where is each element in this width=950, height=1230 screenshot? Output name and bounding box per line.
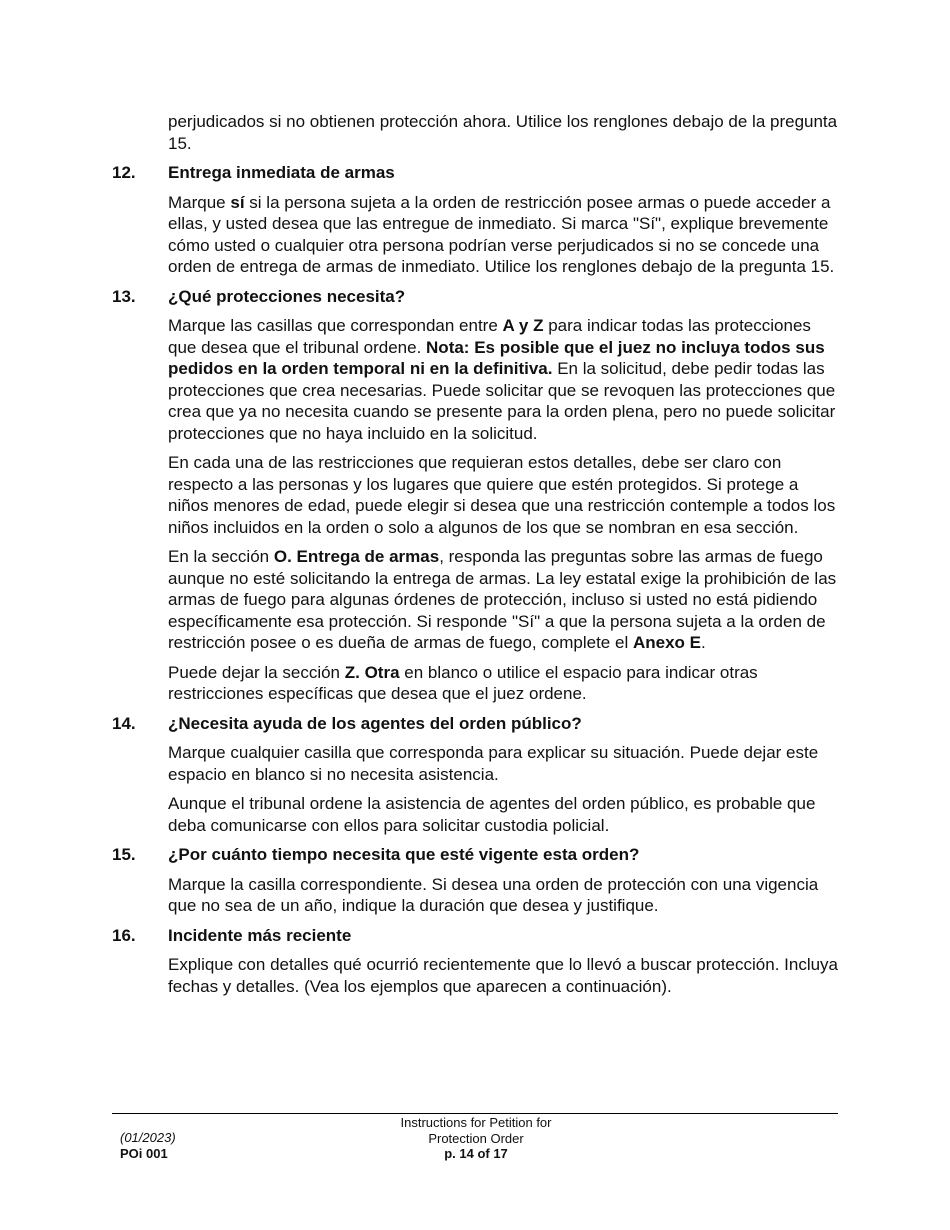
section-16-paragraph-1: Explique con detalles qué ocurrió recientemente que lo llevó a buscar protección. Incluya fechas y detalles. (Vea los ejemplos que aparecen a continuación). bbox=[168, 955, 839, 996]
section-title: ¿Por cuánto tiempo necesita que esté vigente esta orden? bbox=[168, 845, 640, 864]
section-number: 14. bbox=[112, 713, 136, 733]
section-13-paragraph-1: Marque las casillas que correspondan entre A y Z para indicar todas las protecciones que desea que el tribunal ordene. Nota: Es posible que el juez no incluya todos sus pedidos en la orden temporal ni en la definitiva. En la solicitud, debe pedir todas las protecciones que crea necesarias. Puede solicitar que se revoquen las protecciones que crea que ya no necesita cuando se presente para la orden plena, pero no puede solicitar protecciones que no haya incluido en la solicitud. bbox=[168, 316, 836, 443]
footer-title-line-1: Instructions for Petition for bbox=[400, 1115, 552, 1130]
document-body bbox=[112, 111, 840, 1005]
section-12-paragraph-1: Marque sí si la persona sujeta a la orden de restricción posee armas o puede acceder a ellas, y usted desea que las entregue de inmediato. Si marca "Sí", explique brevemente cómo usted o cualquier otra persona podrían verse perjudicados si no se concede una orden de entrega de armas de inmediato. Utilice los renglones debajo de la pregunta 15. bbox=[168, 192, 835, 276]
section-number: 15. bbox=[112, 845, 136, 864]
section-16-heading bbox=[112, 925, 840, 947]
section-title: Entrega inmediata de armas bbox=[168, 163, 395, 182]
form-code: POi 001 bbox=[120, 1145, 168, 1161]
section-14-paragraph-1: Marque cualquier casilla que corresponda para explicar su situación. Puede dejar este espacio en blanco si no necesita asistencia. bbox=[168, 743, 819, 784]
section-13-paragraph-3: En la sección O. Entrega de armas, responda las preguntas sobre las armas de fuego aunque no esté solicitando la entrega de armas. La ley estatal exige la prohibición de las armas de fuego para algunas órdenes de protección, incluso si usted no está pidiendo específicamente esa protección. Si responde "Sí" a que la persona sujeta a la orden de restricción posee o es dueña de armas de fuego, complete el Anexo E. bbox=[168, 547, 837, 652]
section-number: 12. bbox=[112, 163, 136, 182]
section-15-paragraph-1: Marque la casilla correspondiente. Si desea una orden de protección con una vigencia que no sea de un año, indique la duración que desea y justifique. bbox=[168, 874, 819, 915]
footer-title-block bbox=[356, 1115, 596, 1162]
section-number: 16. bbox=[112, 925, 136, 945]
section-13-heading bbox=[112, 286, 840, 308]
section-title: ¿Necesita ayuda de los agentes del orden público? bbox=[168, 713, 582, 733]
section-15-heading bbox=[112, 844, 840, 866]
footer-form-info bbox=[120, 1130, 176, 1161]
section-number: 13. bbox=[112, 286, 136, 306]
section-13-paragraph-2: En cada una de las restricciones que requieran estos detalles, debe ser claro con respecto a las personas y los lugares que quiere que estén protegidos. Si protege a niños menores de edad, puede elegir si desea que una restricción contemple a todos los niños incluidos en la orden o solo a algunos de los que se nombran en esa sección. bbox=[168, 453, 836, 537]
section-14-heading bbox=[112, 713, 840, 735]
section-12-heading bbox=[112, 162, 840, 184]
page-number: p. 14 of 17 bbox=[444, 1146, 508, 1161]
footer-divider bbox=[112, 1113, 838, 1114]
section-13-paragraph-4: Puede dejar la sección Z. Otra en blanco o utilice el espacio para indicar otras restricciones específicas que desea que el juez ordene. bbox=[168, 662, 758, 703]
footer-title-line-2: Protection Order bbox=[428, 1130, 524, 1146]
section-14-paragraph-2: Aunque el tribunal ordene la asistencia de agentes del orden público, es probable que deba comunicarse con ellos para solicitar custodia policial. bbox=[168, 794, 816, 835]
section-title: Incidente más reciente bbox=[168, 925, 352, 945]
section-title: ¿Qué protecciones necesita? bbox=[168, 286, 406, 306]
form-date: (01/2023) bbox=[120, 1130, 176, 1145]
intro-paragraph: perjudicados si no obtienen protección ahora. Utilice los renglones debajo de la pregunta 15. bbox=[168, 112, 838, 153]
